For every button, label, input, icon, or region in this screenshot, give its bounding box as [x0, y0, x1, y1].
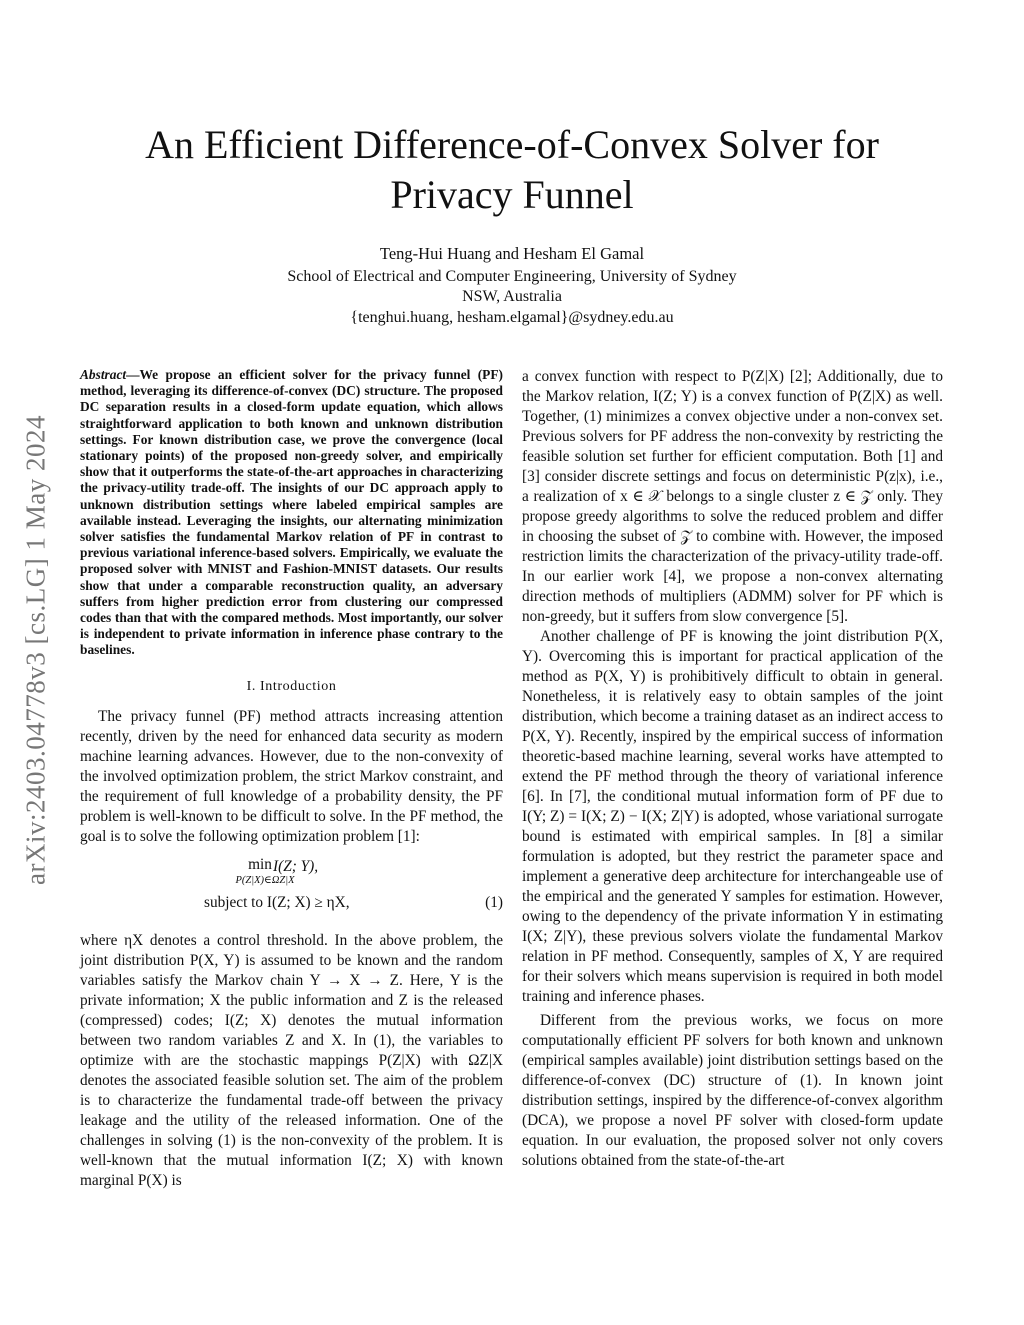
section-heading-introduction: I. Introduction — [246, 678, 337, 694]
abstract — [80, 367, 503, 659]
left-column — [80, 367, 503, 1191]
equation-constraint: subject to I(Z; X) ≥ ηX, — [204, 893, 350, 911]
abstract-label: Abstract — [80, 367, 127, 382]
equation-objective: I(Z; Y), — [273, 857, 319, 875]
author-affiliation: School of Electrical and Computer Engineering, University of Sydney — [287, 267, 737, 285]
paragraph-intro-1: The privacy funnel (PF) method attracts increasing attention recently, driven by the need for enhanced data security as modern machine learning advances. However, due to the non-convexity of the involved optimization problem, the strict Markov constraint, and the requirement of full knowledge of a probability density, the PF problem is well-known to be difficult to solve. In the PF method, the goal is to solve the following optimization problem [1]: — [80, 707, 503, 845]
abstract-text: —We propose an efficient solver for the privacy funnel (PF) method, leveraging its difference-of-convex (DC) structure. The proposed DC separation results in a closed-form update equation, which allows straightforward application to both known and unknown distribution settings. For known distribution case, we prove the convergence (local stationary points) of the proposed non-greedy solver, and empirically show that it outperforms the state-of-the-art approaches in characterizing the privacy-utility trade-off. The insights of our DC approach apply to unknown distribution settings where labeled empirical samples are available instead. Leveraging the insights, our alternating minimization solver satisfies the fundamental Markov relation of PF in contrast to previous variational inference-based solvers. Empirically, we evaluate the proposed solver with MNIST and Fashion-MNIST datasets. Our results show that under a comparable reconstruction quality, an adversary suffers from higher prediction error from clustering our compressed codes than that with the compared methods. Most importantly, our solver is independent to private information in inference phase contrary to the baselines. — [80, 367, 503, 658]
paragraph-intro-2: where ηX denotes a control threshold. In the above problem, the joint distribution P(X, Y) is assumed to be known and the random variables satisfy the Markov chain Y → X → Z. Here, Y is the private information; X the public information and Z is the released (compressed) codes; I(Z; X) denotes the mutual information between two random variables Z and X. In (1), the variables to optimize with are the stochastic mappings P(Z|X) with ΩZ|X denotes the associated feasible solution set. The aim of the problem is to characterize the fundamental trade-off between the privacy leakage and the utility of the released information. One of the challenges in solving (1) is the non-convexity of the problem. It is well-known that the mutual information I(Z; X) with known marginal P(X) is — [80, 931, 503, 1189]
arxiv-sidebar — [0, 340, 72, 960]
equation-number: (1) — [485, 893, 503, 911]
paragraph-intro-5: Different from the previous works, we focus on more computationally efficient PF solvers for both known and unknown (empirical samples available) joint distribution settings based on the difference-of-convex (DC) structure of (1). In known joint distribution settings, inspired by the difference-of-convex algorithm (DCA), we propose a novel PF solver with closed-form update equation. In our evaluation, the proposed solver not only covers solutions obtained from the state-of-the-art — [522, 1012, 943, 1169]
equation-1 — [80, 855, 503, 923]
paragraph-intro-4: Another challenge of PF is knowing the joint distribution P(X, Y). Overcoming this is important for practical application of the method as P(X, Y) is prohibitively difficult to obtain in general. Nonetheless, it is relatively easy to obtain samples of the joint distribution, which become a training dataset as an indirect access to P(X, Y). Recently, inspired by the empirical success of information theoretic-based machine learning, several works have attempted to extend the PF method through the theory of variational inference [6]. In [7], the conditional mutual information form of PF due to I(Y; Z) = I(X; Z) − I(X; Z|Y) is adopted, whose variational surrogate bound is estimated with empirical samples. In [8] a similar formulation is adopted, but they restrict the parameter space and implement a generative deep architecture for interchangeable use of the empirical and the generated Y samples for estimation. However, owing to the dependency of the private information Y in estimating I(X; Z|Y), these previous solvers violate the fundamental Markov relation in PF method. Consequently, samples of X, Y are required for their solvers which means supervision is required in both model training and inference phases. — [522, 628, 943, 1005]
author-names: Teng-Hui Huang and Hesham El Gamal — [379, 244, 645, 263]
right-column — [522, 367, 943, 1171]
equation-min-subscript: P(Z|X)∈ΩZ|X — [235, 874, 295, 886]
paragraph-intro-3: a convex function with respect to P(Z|X) [2]; Additionally, due to the Markov relation, I(Z; Y) is a convex function of P(Z|X) as well. Together, (1) minimizes a convex objective under a non-convex set. Previous solvers for PF address the non-convexity by restricting the feasible solution set further for efficient computation. Both [1] and [3] consider discrete settings and focus on deterministic P(z|x), i.e., a realization of x ∈ 𝒳 belongs to a single cluster z ∈ 𝒵 only. They propose greedy algorithms to solve the reduced problem and differ in choosing the subset of 𝒵 to combine with. However, the imposed restriction limits the characterization of the privacy-utility trade-off. In our earlier work [4], we propose a non-convex alternating direction methods of multipliers (ADMM) solver for PF which is non-greedy, but it suffers from slow convergence [5]. — [522, 368, 943, 625]
paper-title: An Efficient Difference-of-Convex Solver for Privacy Funnel — [145, 122, 879, 217]
author-email: {tenghui.huang, hesham.elgamal}@sydney.edu.au — [350, 308, 674, 326]
author-location: NSW, Australia — [462, 288, 562, 305]
equation-min: min — [248, 855, 272, 873]
arxiv-identifier: arXiv:2403.04778v3 [cs.LG] 1 May 2024 — [20, 415, 51, 885]
author-block — [110, 244, 914, 328]
